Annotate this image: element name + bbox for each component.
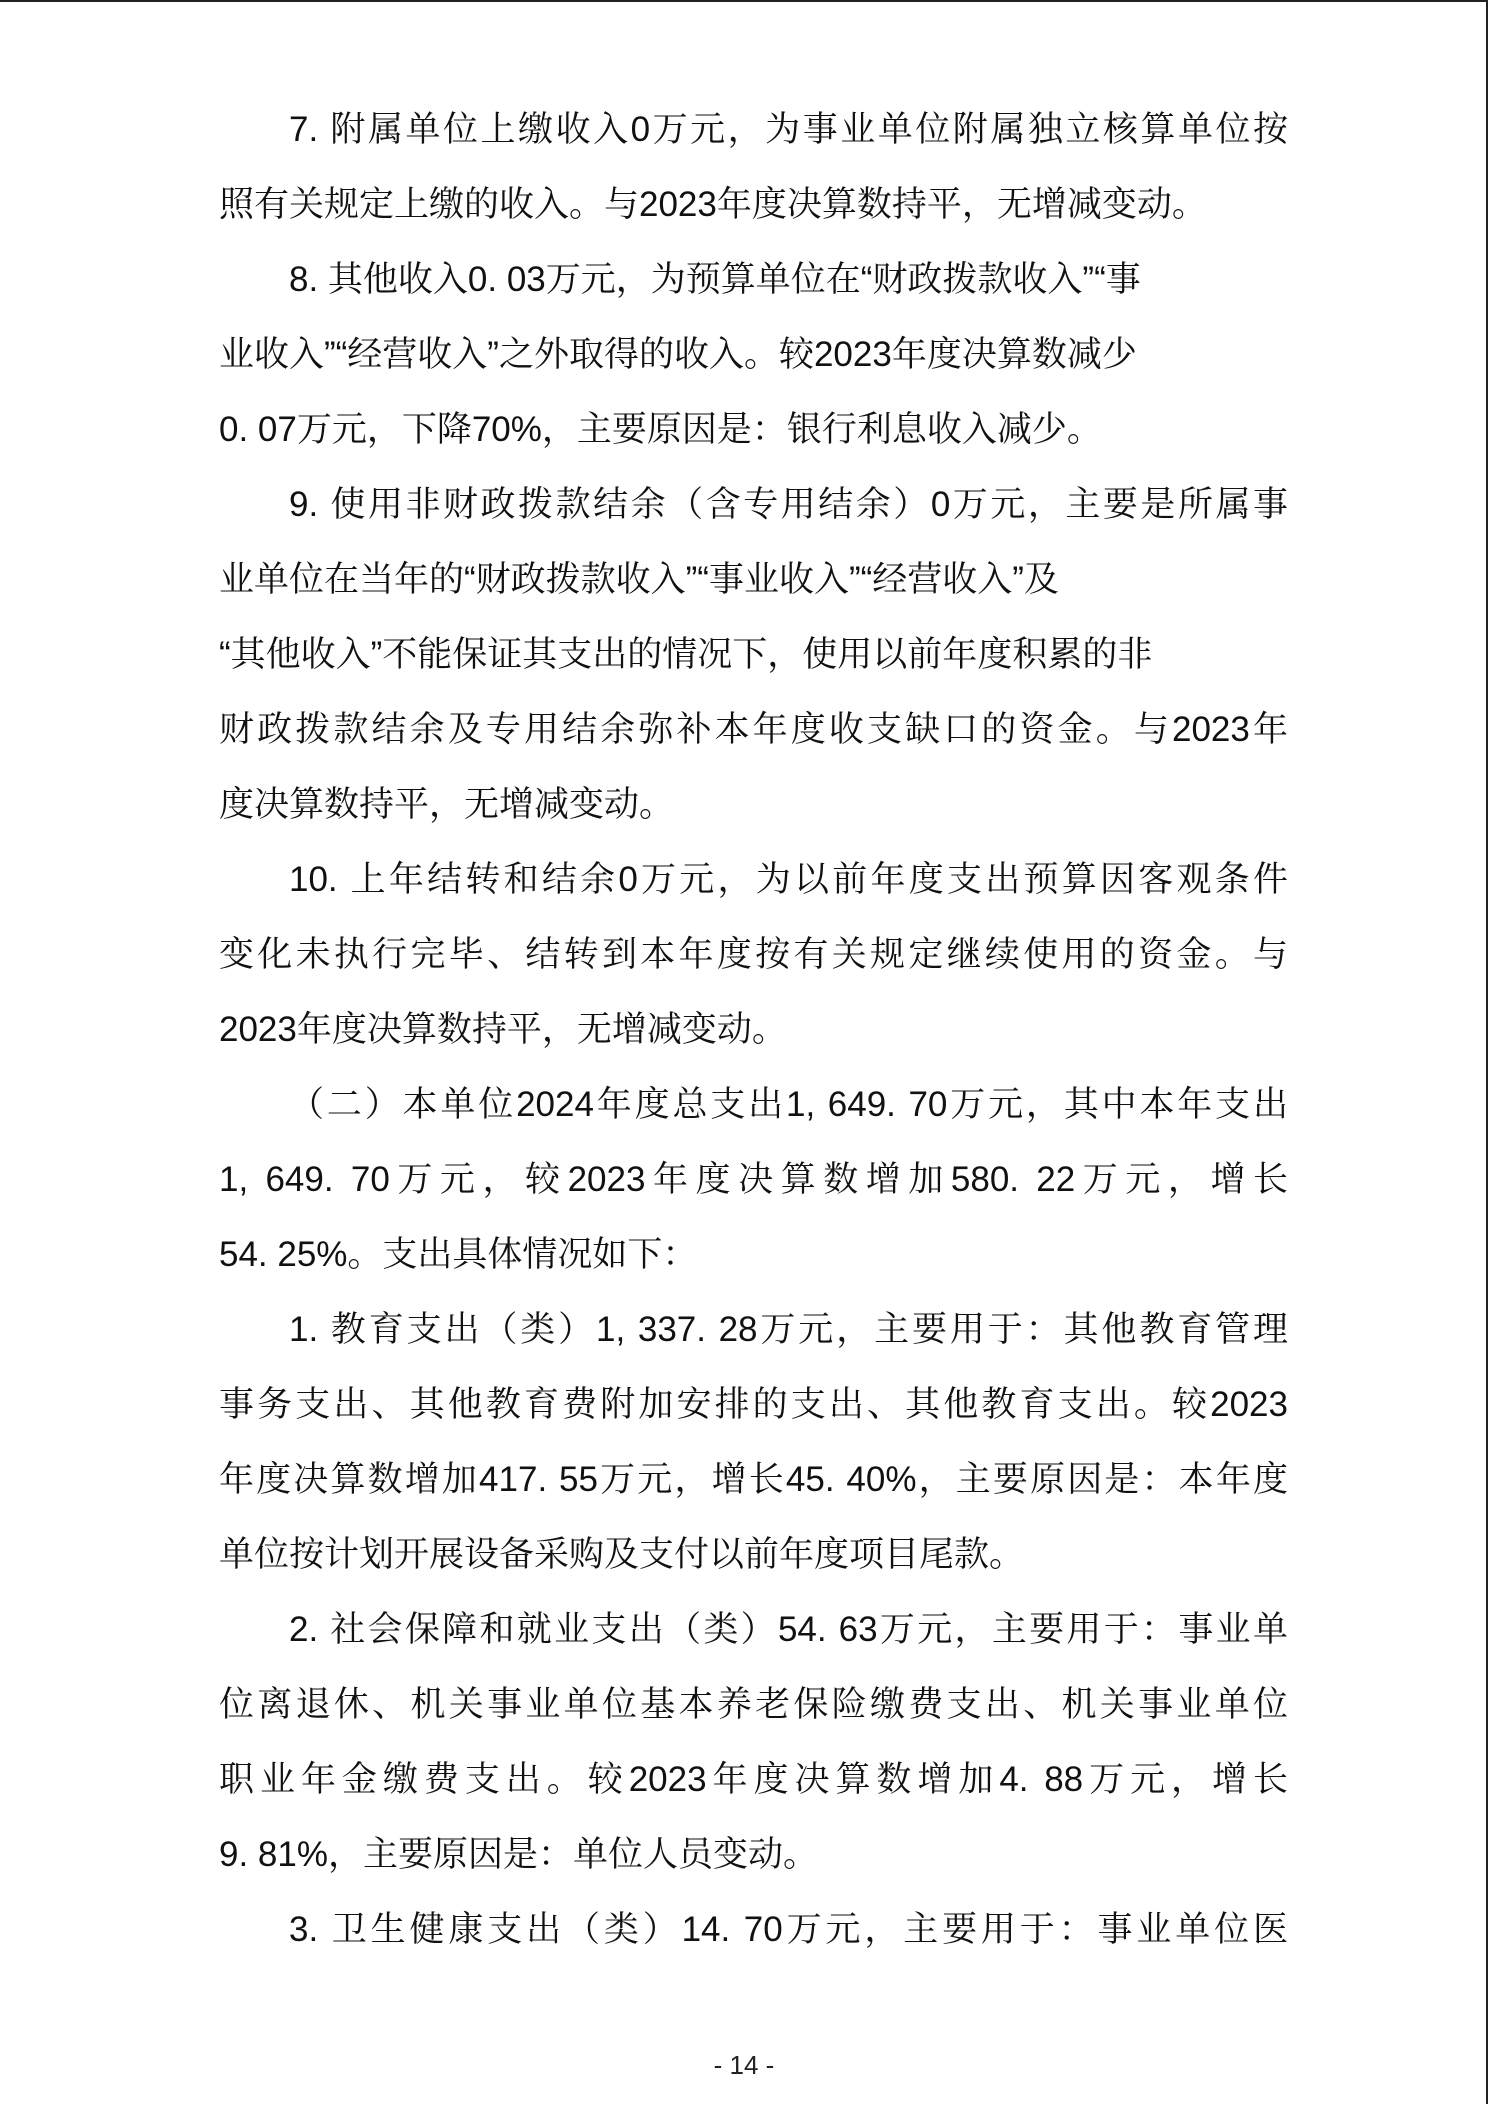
paragraph <box>219 1592 1288 1892</box>
text-line: 8. 其他收入0. 03万元，为预算单位在“财政拨款收入”“事 <box>289 260 1141 299</box>
paragraph <box>219 242 1288 467</box>
text-line: 2. 社会保障和就业支出（类）54. 63万元，主要用于：事业单 <box>289 1610 1288 1649</box>
paragraph <box>219 467 1288 842</box>
text-line: “其他收入”不能保证其支出的情况下，使用以前年度积累的非 <box>219 635 1153 674</box>
text-line: 变化未执行完毕、结转到本年度按有关规定继续使用的资金。与 <box>219 935 1288 974</box>
paragraph <box>219 842 1288 1067</box>
document-body <box>219 92 1288 1967</box>
text-line: 0. 07万元，下降70%，主要原因是：银行利息收入减少。 <box>219 410 1102 449</box>
text-line: 业收入”“经营收入”之外取得的收入。较2023年度决算数减少 <box>219 335 1137 374</box>
text-line: 照有关规定上缴的收入。与2023年度决算数持平，无增减变动。 <box>219 185 1207 224</box>
text-line: 事务支出、其他教育费附加安排的支出、其他教育支出。较2023 <box>219 1385 1288 1424</box>
text-line: 度决算数持平，无增减变动。 <box>219 785 675 824</box>
text-line: 9. 使用非财政拨款结余（含专用结余）0万元，主要是所属事 <box>289 485 1288 524</box>
text-line: 10. 上年结转和结余0万元，为以前年度支出预算因客观条件 <box>289 860 1288 899</box>
text-line: 54. 25%。支出具体情况如下： <box>219 1235 698 1274</box>
text-line: 年度决算数增加417. 55万元，增长45. 40%，主要原因是：本年度 <box>219 1460 1288 1499</box>
page-number: - 14 - <box>713 2050 775 2080</box>
text-line: 单位按计划开展设备采购及支付以前年度项目尾款。 <box>219 1535 1025 1574</box>
text-line: 业单位在当年的“财政拨款收入”“事业收入”“经营收入”及 <box>219 560 1059 599</box>
text-line: 9. 81%，主要原因是：单位人员变动。 <box>219 1835 818 1874</box>
paragraph <box>219 1067 1288 1292</box>
text-line: 2023年度决算数持平，无增减变动。 <box>219 1010 787 1049</box>
text-line: 位离退休、机关事业单位基本养老保险缴费支出、机关事业单位 <box>219 1685 1288 1724</box>
paragraph <box>219 92 1288 242</box>
text-line: （二）本单位2024年度总支出1, 649. 70万元，其中本年支出 <box>289 1085 1288 1124</box>
paragraph <box>219 1292 1288 1592</box>
paragraph <box>219 1892 1288 1967</box>
text-line: 1, 649. 70万元，较2023年度决算数增加580. 22万元，增长 <box>219 1160 1288 1199</box>
text-line: 1. 教育支出（类）1, 337. 28万元，主要用于：其他教育管理 <box>289 1310 1288 1349</box>
text-line: 7. 附属单位上缴收入0万元，为事业单位附属独立核算单位按 <box>289 110 1288 149</box>
text-line: 3. 卫生健康支出（类）14. 70万元，主要用于：事业单位医 <box>289 1910 1288 1949</box>
text-line: 财政拨款结余及专用结余弥补本年度收支缺口的资金。与2023年 <box>219 710 1288 749</box>
text-line: 职业年金缴费支出。较2023年度决算数增加4. 88万元，增长 <box>219 1760 1288 1799</box>
